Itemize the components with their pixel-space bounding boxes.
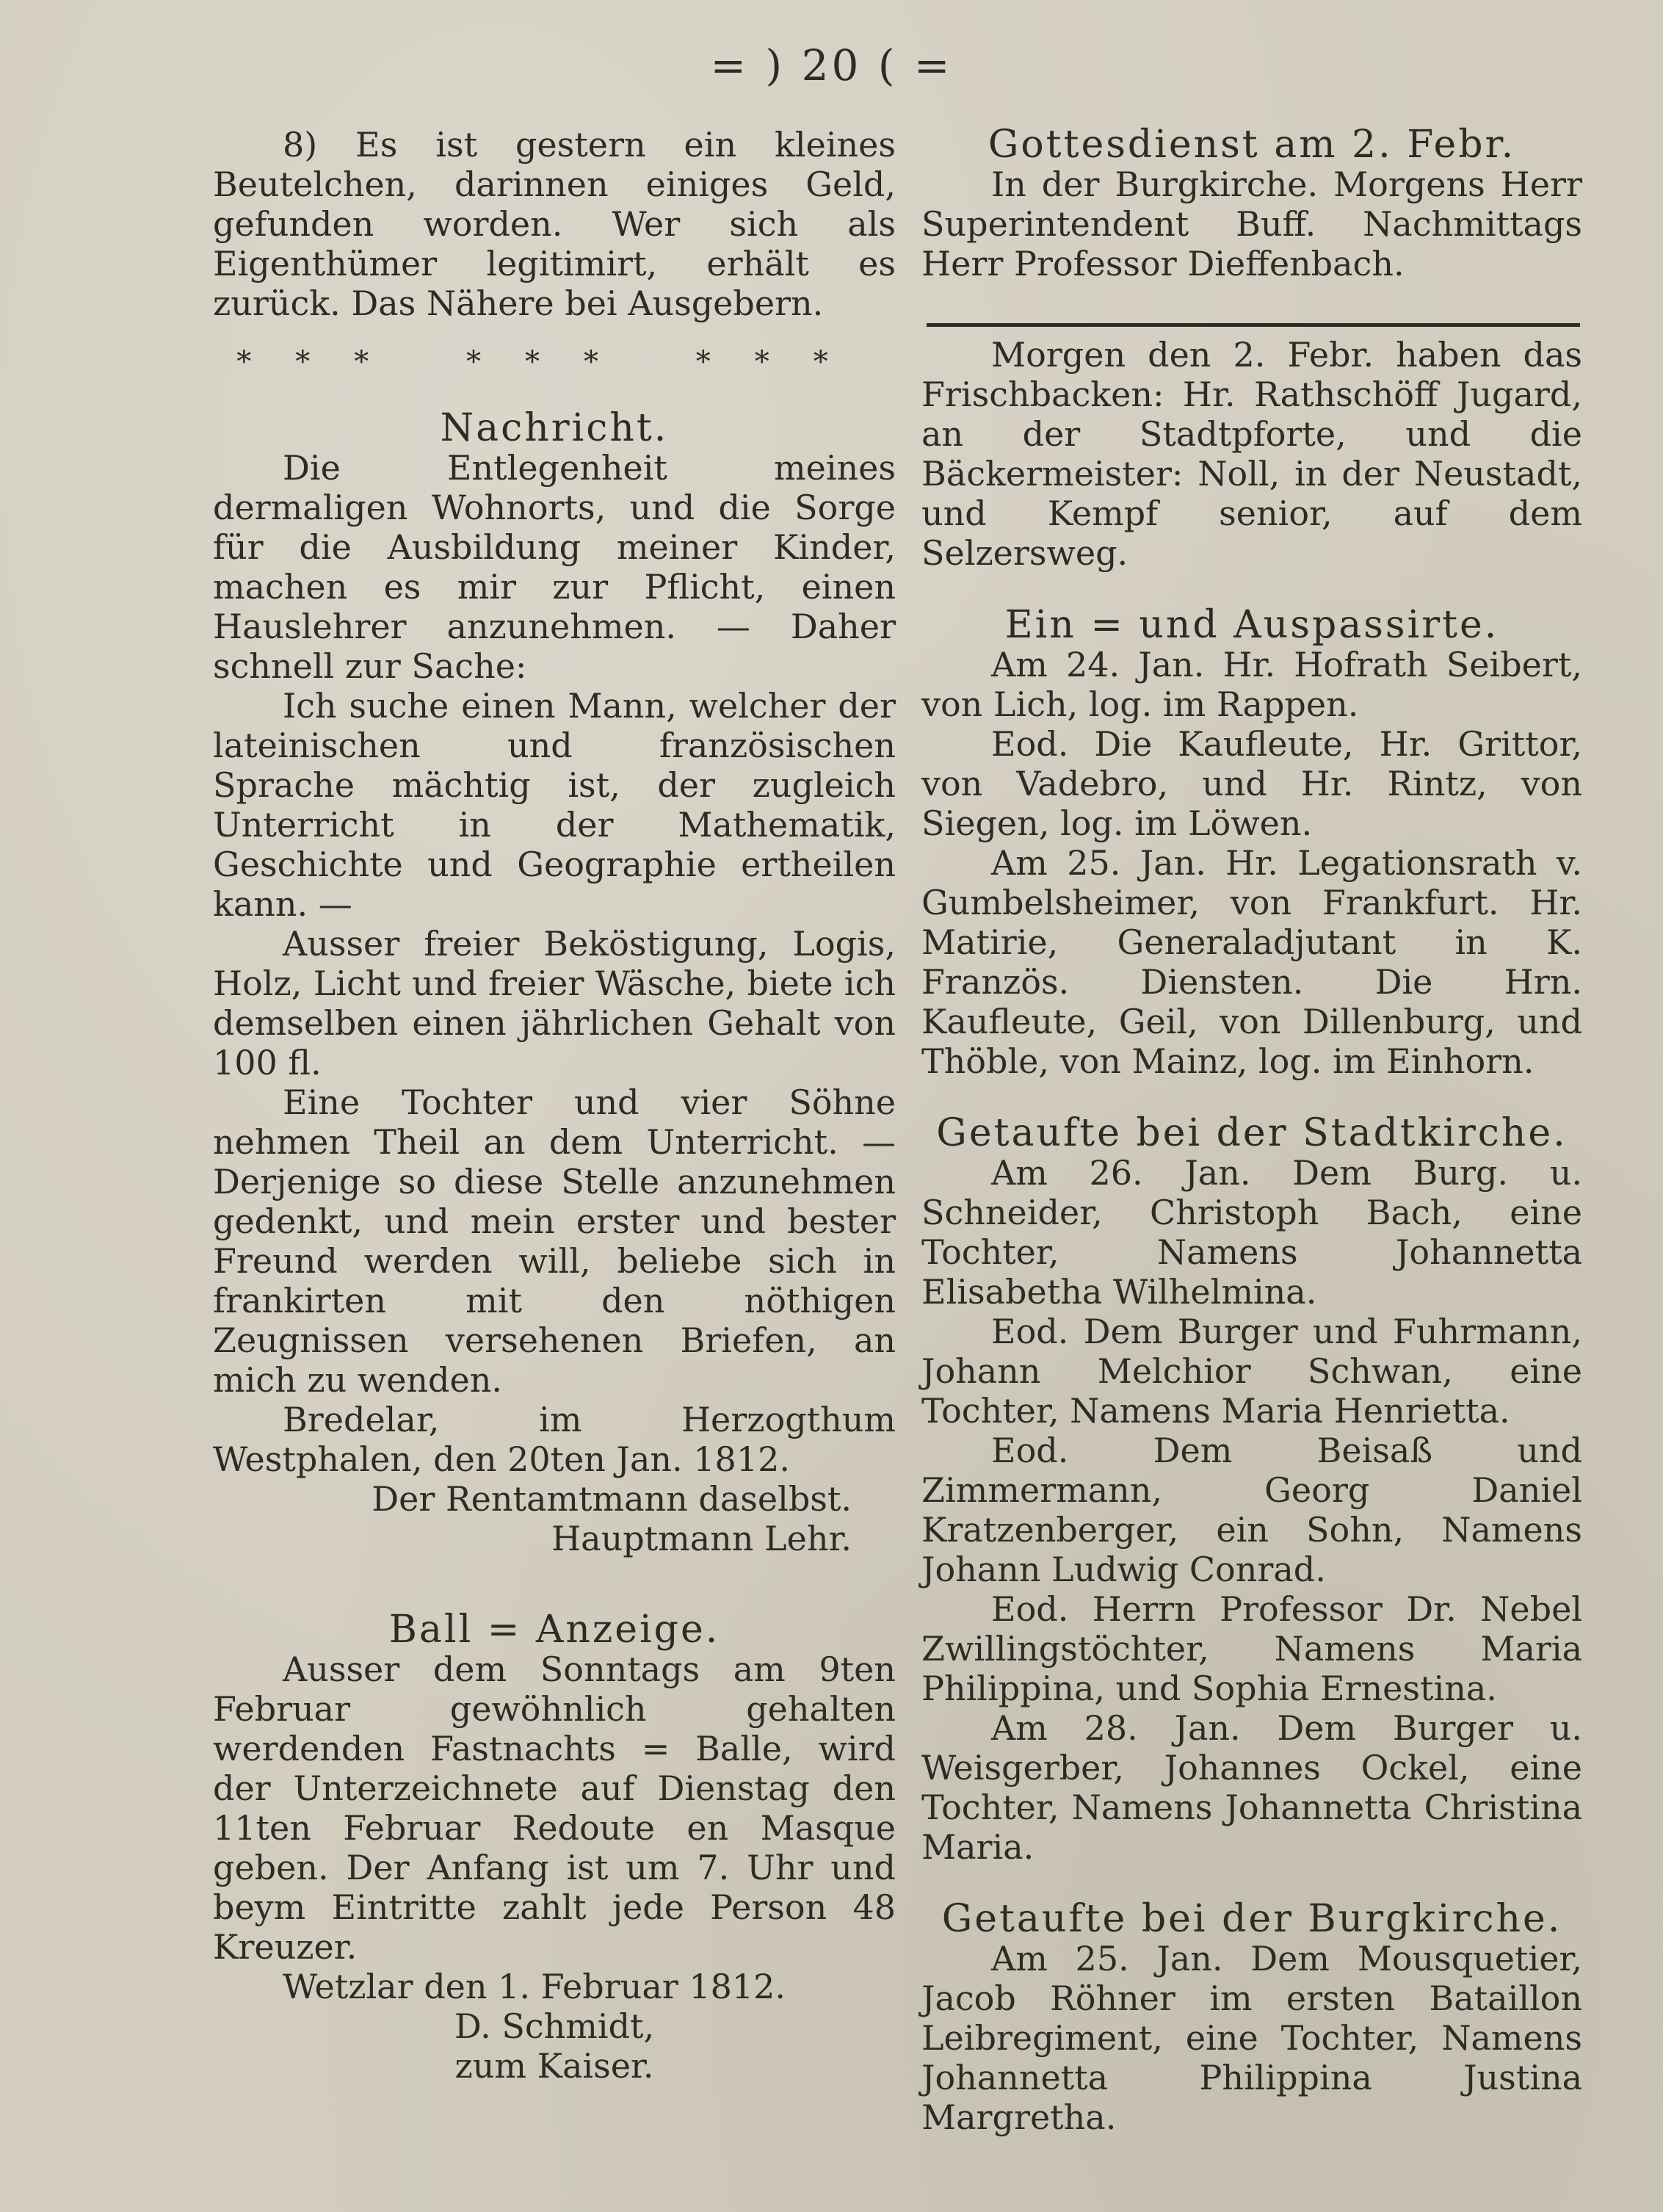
stadtkirche-title: Getaufte bei der Stadtkirche. — [936, 1111, 1568, 1155]
nachricht-title: Nachricht. — [440, 406, 669, 450]
gottesdienst-title: Gottesdienst am 2. Febr. — [988, 123, 1516, 167]
page-number-header: = ) 20 ( = — [710, 40, 953, 90]
nachricht-signature-name: Hauptmann Lehr. — [551, 1519, 852, 1558]
gottesdienst-text: In der Burgkirche. Morgens Herr Superintendent Buff. Nachmittags Herr Professor Dieffenbach. — [921, 165, 1582, 283]
notice-church-service — [921, 125, 1582, 283]
section-separator-stars: *** *** *** — [236, 345, 872, 379]
right-column — [921, 125, 1582, 2147]
passirte-title: Ein = und Auspassirte. — [1004, 603, 1499, 647]
notice-travellers — [921, 605, 1582, 1081]
notice-ball — [213, 1610, 896, 2086]
stadtkirche-paragraph-2: Eod. Dem Burger und Fuhrmann, Johann Melchior Schwan, eine Tochter, Namens Maria Henrietta. — [921, 1312, 1582, 1431]
ball-title: Ball = Anzeige. — [388, 1608, 720, 1652]
ball-paragraph: Ausser dem Sonntags am 9ten Februar gewöhnlich gehalten werdenden Fastnachts = Balle, wird der Unterzeichnete auf Dienstag den 11ten Februar Redoute en Masque geben. Der Anfang ist um 7. Uhr und beym Eintritte zahlt jede Person 48 Kreuzer. — [213, 1649, 896, 1967]
frischbacken-text: Morgen den 2. Febr. haben das Frischbacken: Hr. Rathschöff Jugard, an der Stadtpforte, und die Bäckermeister: Noll, in der Neustadt, und Kempf senior, auf dem Selzersweg. — [921, 335, 1582, 573]
nachricht-paragraph-4: Eine Tochter und vier Söhne nehmen Theil an dem Unterricht. — Derjenige so diese Stelle anzunehmen gedenkt, und mein erster und bester Freund werden will, beliebe sich in frankirten mit den nöthigen Zeugnissen versehenen Briefen, an mich zu wenden. — [213, 1082, 896, 1400]
notice-lost-purse-text: 8) Es ist gestern ein kleines Beutelchen, darinnen einiges Geld, gefunden worden. Wer sich als Eigenthümer legitimirt, erhält es zurück. Das Nähere bei Ausgebern. — [213, 125, 896, 323]
notice-baking — [921, 335, 1582, 573]
left-column — [213, 125, 896, 2096]
nachricht-paragraph-2: Ich suche einen Mann, welcher der lateinischen und französischen Sprache mächtig ist, der zugleich Unterricht in der Mathematik, Geschichte und Geographie ertheilen kann. — — [213, 686, 896, 924]
burgkirche-title: Getaufte bei der Burgkirche. — [941, 1897, 1562, 1941]
notice-baptisms-burgkirche — [921, 1899, 1582, 2137]
ball-signature-name: D. Schmidt, — [454, 2006, 655, 2046]
stadtkirche-paragraph-3: Eod. Dem Beisaß und Zimmermann, Georg Daniel Kratzenberger, ein Sohn, Namens Johann Ludwig Conrad. — [921, 1431, 1582, 1589]
nachricht-place-date: Bredelar, im Herzogthum Westphalen, den 20ten Jan. 1812. — [213, 1400, 896, 1479]
passirte-paragraph-3: Am 25. Jan. Hr. Legationsrath v. Gumbelsheimer, von Frankfurt. Hr. Matirie, Generaladjutant in K. Französ. Diensten. Die Hrn. Kaufleute, Geil, von Dillenburg, und Thöble, von Mainz, log. im Einhorn. — [921, 843, 1582, 1081]
nachricht-paragraph-3: Ausser freier Beköstigung, Logis, Holz, Licht und freier Wäsche, biete ich demselben einen jährlichen Gehalt von 100 fl. — [213, 924, 896, 1082]
ball-place-date: Wetzlar den 1. Februar 1812. — [283, 1967, 786, 2006]
stadtkirche-paragraph-4: Eod. Herrn Professor Dr. Nebel Zwillingstöchter, Namens Maria Philippina, und Sophia Ernestina. — [921, 1589, 1582, 1708]
passirte-paragraph-1: Am 24. Jan. Hr. Hofrath Seibert, von Lich, log. im Rappen. — [921, 645, 1582, 724]
nachricht-signature-office: Der Rentamtmann daselbst. — [372, 1479, 852, 1519]
stadtkirche-paragraph-5: Am 28. Jan. Dem Burger u. Weisgerber, Johannes Ockel, eine Tochter, Namens Johannetta Christina Maria. — [921, 1708, 1582, 1867]
column-section-rule — [927, 323, 1580, 327]
ball-signature-location: zum Kaiser. — [454, 2046, 654, 2086]
notice-lost-purse — [213, 125, 896, 323]
stadtkirche-paragraph-1: Am 26. Jan. Dem Burg. u. Schneider, Christoph Bach, eine Tochter, Namens Johannetta Elisabetha Wilhelmina. — [921, 1153, 1582, 1312]
notice-tutor-wanted — [213, 408, 896, 1558]
nachricht-paragraph-1: Die Entlegenheit meines dermaligen Wohnorts, und die Sorge für die Ausbildung meiner Kinder, machen es mir zur Pflicht, einen Hauslehrer anzunehmen. — Daher schnell zur Sache: — [213, 448, 896, 686]
passirte-paragraph-2: Eod. Die Kaufleute, Hr. Grittor, von Vadebro, und Hr. Rintz, von Siegen, log. im Löwen. — [921, 724, 1582, 843]
notice-baptisms-stadtkirche — [921, 1113, 1582, 1867]
burgkirche-paragraph-1: Am 25. Jan. Dem Mousquetier, Jacob Röhner im ersten Bataillon Leibregiment, eine Tochter, Namens Johannetta Philippina Justina Margretha. — [921, 1939, 1582, 2137]
